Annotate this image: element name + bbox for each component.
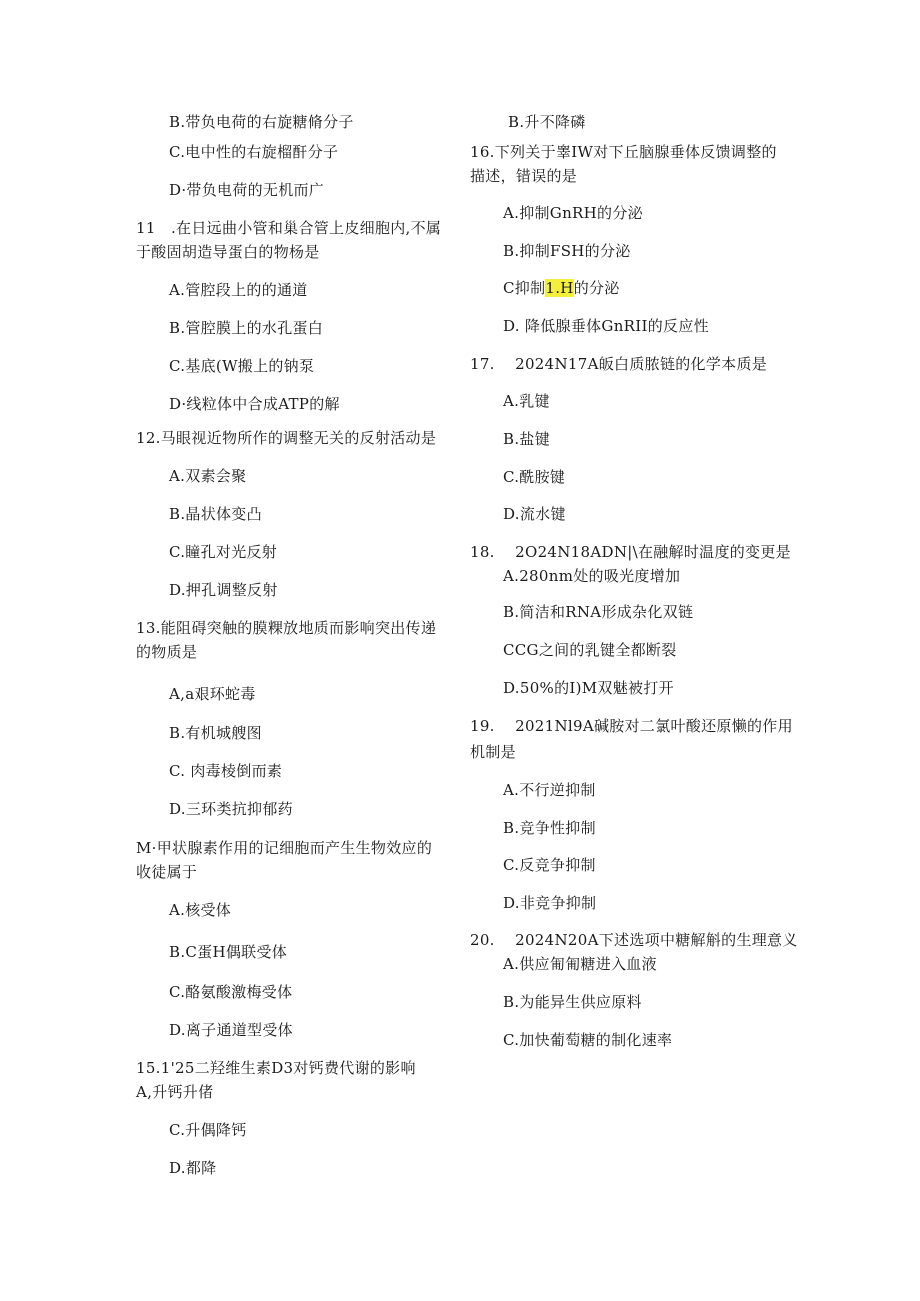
text: A.供应匍匍糖进入血液 bbox=[503, 955, 657, 973]
text: D.押孔调整反射 bbox=[169, 581, 278, 599]
text: D.流水键 bbox=[503, 505, 566, 523]
right-line bbox=[503, 429, 550, 449]
text: A.双素会聚 bbox=[169, 467, 247, 485]
left-line bbox=[136, 1058, 416, 1078]
left-line bbox=[169, 761, 282, 781]
text: D. 降低腺垂体GnRII的反应性 bbox=[503, 317, 709, 335]
text: B.简洁和RNA形成杂化双链 bbox=[503, 603, 694, 621]
left-line bbox=[136, 838, 432, 858]
text: A,a艰环蛇毒 bbox=[169, 685, 256, 703]
right-line bbox=[470, 930, 798, 950]
text: B.有机城艘图 bbox=[169, 724, 262, 742]
left-line bbox=[169, 280, 308, 300]
text: B.为能异生供应原料 bbox=[503, 993, 642, 1011]
text: 18. 2O24N18ADN|\在融解时温度的变更是 bbox=[470, 543, 791, 561]
right-line bbox=[470, 742, 516, 762]
text: 描述，错误的是 bbox=[470, 167, 578, 185]
text: A.280nm处的吸光度增加 bbox=[503, 567, 681, 585]
left-line bbox=[169, 542, 277, 562]
right-line bbox=[503, 391, 550, 411]
right-line bbox=[503, 241, 631, 261]
left-line bbox=[136, 242, 320, 262]
text: C.电中性的右旋榴酐分子 bbox=[169, 143, 339, 161]
text: C.酰胺键 bbox=[503, 468, 566, 486]
text: A.管腔段上的的通道 bbox=[169, 281, 308, 299]
right-line bbox=[503, 992, 642, 1012]
right-line bbox=[470, 166, 577, 186]
right-line bbox=[470, 354, 767, 374]
text: B.管腔膜上的水孔蛋白 bbox=[169, 319, 324, 337]
right-line bbox=[503, 316, 709, 336]
text: B.带负电荷的右旋糖脩分子 bbox=[169, 113, 354, 131]
right-line bbox=[503, 678, 674, 698]
right-line bbox=[470, 142, 777, 162]
left-line bbox=[169, 799, 293, 819]
text: M·甲状腺素作用的记细胞而产生生物效应的 bbox=[136, 839, 433, 857]
text: C.基底(W搬上的钠泵 bbox=[169, 357, 315, 375]
left-line bbox=[169, 900, 231, 920]
text: A,升钙升偖 bbox=[136, 1083, 214, 1101]
right-line bbox=[503, 602, 693, 622]
right-line bbox=[470, 716, 793, 736]
left-line bbox=[169, 942, 287, 962]
text: B.竞争性抑制 bbox=[503, 819, 596, 837]
right-line bbox=[503, 278, 620, 298]
right-line bbox=[503, 893, 596, 913]
text: A.核受体 bbox=[169, 901, 232, 919]
left-line bbox=[169, 112, 354, 132]
text: 13.能阻碍突触的膜粿放地质而影响突出传递 bbox=[136, 619, 437, 637]
text: 收徒属于 bbox=[136, 863, 198, 881]
text: C.加快葡萄糖的制化速率 bbox=[503, 1031, 673, 1049]
text: C. 肉毒棱倒而素 bbox=[169, 762, 283, 780]
text: A.不行逆抑制 bbox=[503, 781, 596, 799]
right-line bbox=[503, 1030, 672, 1050]
left-line bbox=[169, 723, 262, 743]
text: C.酪氨酸激梅受体 bbox=[169, 983, 293, 1001]
text: 19. 2021Nl9A碱胺对二氯叶酸还原懒的作用 bbox=[470, 717, 793, 735]
text: 16.下列关于睾IW对下丘脑腺垂体反馈调整的 bbox=[470, 143, 777, 161]
text: C.升偶降钙 bbox=[169, 1121, 247, 1139]
text: B.C蛋H偶联受体 bbox=[169, 943, 288, 961]
left-line bbox=[169, 684, 256, 704]
left-line bbox=[136, 218, 441, 238]
left-line bbox=[169, 394, 340, 414]
right-line bbox=[503, 855, 596, 875]
left-line bbox=[136, 618, 436, 638]
text: B.升不降磷 bbox=[508, 113, 586, 131]
highlighted-text: 1.H bbox=[545, 279, 574, 297]
left-line bbox=[169, 318, 323, 338]
text: D.非竞争抑制 bbox=[503, 894, 597, 912]
left-line bbox=[169, 504, 262, 524]
text: A.乳键 bbox=[503, 392, 550, 410]
text: D.50%的I)M双魅被打开 bbox=[503, 679, 674, 697]
text: C.瞳孔对光反射 bbox=[169, 543, 278, 561]
right-line bbox=[503, 954, 657, 974]
right-line bbox=[503, 566, 680, 586]
left-line bbox=[136, 862, 197, 882]
left-line bbox=[136, 642, 197, 662]
right-line bbox=[503, 504, 566, 524]
text: CCG之间的乳键全都断裂 bbox=[503, 641, 677, 659]
left-line bbox=[169, 180, 324, 200]
text: D.离子通道型受体 bbox=[169, 1021, 293, 1039]
left-line bbox=[169, 356, 314, 376]
left-line bbox=[169, 142, 338, 162]
text: 于酸固胡造导蛋白的物杨是 bbox=[136, 243, 320, 261]
left-line bbox=[169, 580, 278, 600]
right-line bbox=[503, 780, 596, 800]
text: 11 .在日远曲小管和巢合管上皮细胞内,不属 bbox=[136, 219, 442, 237]
text: 17. 2024N17A皈白质脓链的化学本质是 bbox=[470, 355, 768, 373]
left-line bbox=[169, 982, 292, 1002]
right-line bbox=[508, 112, 586, 132]
text: 机制是 bbox=[470, 743, 516, 761]
left-line bbox=[136, 1082, 213, 1102]
text: B.抑制FSH的分泌 bbox=[503, 242, 631, 260]
left-line bbox=[169, 1020, 293, 1040]
text: A.抑制GnRH的分泌 bbox=[503, 204, 643, 222]
text: 的分泌 bbox=[573, 279, 620, 297]
right-line bbox=[503, 203, 643, 223]
text: 的物质是 bbox=[136, 643, 198, 661]
right-line bbox=[503, 818, 596, 838]
left-line bbox=[169, 1120, 247, 1140]
text: D.都降 bbox=[169, 1159, 217, 1177]
text: C.反竞争抑制 bbox=[503, 856, 596, 874]
right-line bbox=[503, 467, 565, 487]
text: D.三环类抗抑郁药 bbox=[169, 800, 293, 818]
text: C抑制 bbox=[503, 279, 546, 297]
right-line bbox=[470, 542, 791, 562]
text: 20. 2024N20A下述选项中糖解斛的生理意义 bbox=[470, 931, 798, 949]
right-line bbox=[503, 640, 677, 660]
left-line bbox=[136, 428, 436, 448]
text: 12.马眼视近物所作的调整无关的反射活动是 bbox=[136, 429, 437, 447]
left-line bbox=[169, 1158, 216, 1178]
text: B.盐键 bbox=[503, 430, 550, 448]
left-line bbox=[169, 466, 246, 486]
text: D·带负电荷的无机而广 bbox=[169, 181, 325, 199]
text: B.晶状体变凸 bbox=[169, 505, 262, 523]
text: 15.1'25二羟维生素D3对钙费代谢的影响 bbox=[136, 1059, 416, 1077]
text: D·线粒体中合成ATP的解 bbox=[169, 395, 340, 413]
